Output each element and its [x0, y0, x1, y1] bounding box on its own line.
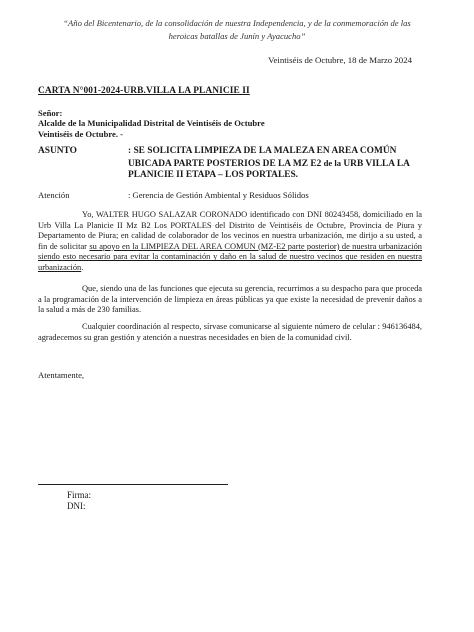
body-paragraph-3: [38, 322, 422, 343]
subject-label: ASUNTO: [38, 146, 77, 156]
attention-text: : Gerencia de Gestión Ambiental y Residuos Sólidos: [128, 190, 309, 200]
motto-line-2: heroicas batallas de Junín y Ayacucho”: [168, 31, 306, 41]
recipient-location: Veintiséis de Octubre. -: [38, 128, 123, 139]
letter-header-motto: [40, 17, 434, 43]
recipient-block: [38, 108, 265, 139]
letter-title: CARTA N°001-2024-URB.VILLA LA PLANICIE II: [38, 86, 250, 96]
body-paragraph-1: [38, 210, 422, 274]
p1-start: Yo, WALTER HUGO SALAZAR CORONADO identificado con DNI 80243458, domiciliado en la Urb Villa La Planicie II Mz B2 Los PORTALES del Distrito de Veintiséis de Octubre, Provincia de Piura y Departamento de Piura; en calidad de colaborador de los vecinos en nuestra urbanización, me dirijo a su usted, a fin de solicitar: [38, 210, 422, 251]
motto-line-1: “Año del Bicentenario, de la consolidación de nuestra Independencia, y de la conmemoración de las: [63, 18, 411, 28]
p1-underlined: su apoyo en la LIMPIEZA DEL AREA COMUN (MZ-E2 parte posterior) de nuestra urbanización siendo esto necesario para evitar la contaminación y daño en la salud de nuestro vecinos que residen en nuestra urbanización: [38, 241, 422, 272]
p1-end: .: [81, 262, 84, 272]
place-date: Veintiséis de Octubre, 18 de Marzo 2024: [268, 55, 412, 65]
subject-text: [128, 146, 426, 182]
p3-text: Cualquier coordinación al respecto, sírvase comunicarse al siguiente número de celular : 946136484, agradecemos su gran gestión y atención a nuestras necesidades en bien de la comunidad civil.: [38, 322, 422, 342]
recipient-salutation: Señor:: [38, 108, 63, 118]
attention-label: Atención: [38, 190, 70, 200]
signature-line: [38, 484, 228, 485]
subject-text-c: URB VILLA LA PLANICIE II ETAPA – LOS PORTALES.: [128, 158, 410, 181]
dni-label: DNI:: [67, 501, 86, 511]
subject-text-b: de la: [323, 157, 342, 168]
recipient-role: Alcalde de la Municipalidad Distrital de Veintiséis de Octubre: [38, 118, 265, 129]
subject-text-a: : SE SOLICITA LIMPIEZA DE LA MALEZA EN AREA COMÚN UBICADA PARTE POSTERIOS DE LA MZ E2: [128, 146, 397, 169]
signature-label: Firma:: [67, 490, 91, 500]
p2-text: Que, siendo una de las funciones que ejecuta su gerencia, recurrimos a su despacho para que proceda a la programación de la intervención de limpieza en áreas públicas ya que existe la necesidad de prevenir daños a la salud a más de 230 familias.: [38, 284, 422, 315]
body-paragraph-2: [38, 284, 422, 316]
closing: Atentamente,: [38, 370, 85, 380]
